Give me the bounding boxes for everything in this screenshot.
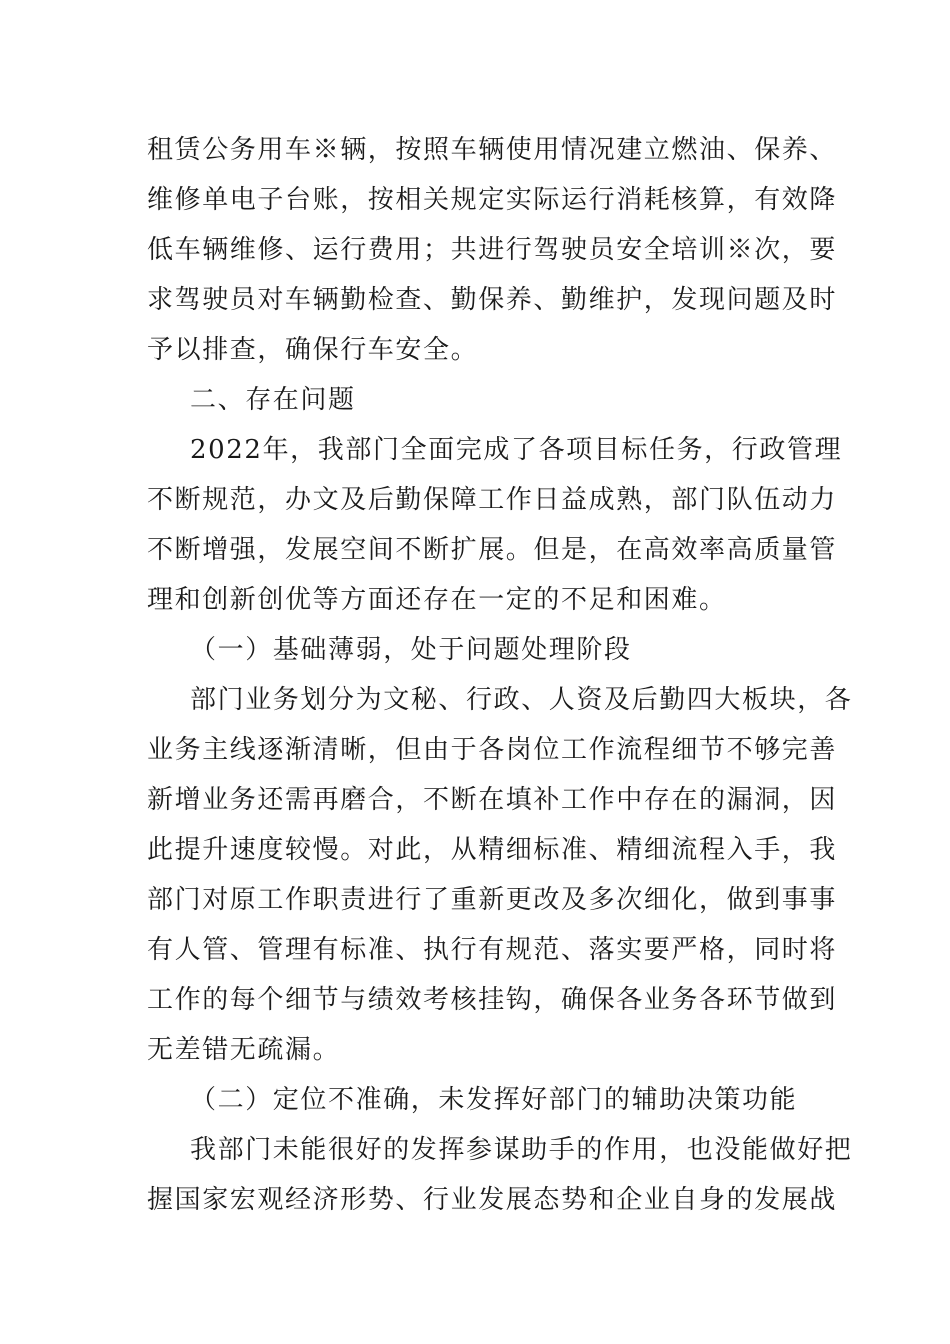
text-line: 工作的每个细节与绩效考核挂钩，确保各业务各环节做到 <box>147 985 838 1015</box>
text-line: 新增业务还需再磨合，不断在填补工作中存在的漏洞，因 <box>147 785 838 815</box>
text-line: 低车辆维修、运行费用；共进行驾驶员安全培训※次，要 <box>147 235 838 265</box>
text-line: 理和创新创优等方面还存在一定的不足和困难。 <box>147 585 727 615</box>
text-line: 不断增强，发展空间不断扩展。但是，在高效率高质量管 <box>147 535 838 565</box>
text-line: 予以排查，确保行车安全。 <box>147 335 479 365</box>
text-line: 握国家宏观经济形势、行业发展态势和企业自身的发展战 <box>147 1185 838 1215</box>
text-line: 部门对原工作职责进行了重新更改及多次细化，做到事事 <box>147 885 838 915</box>
text-line: 有人管、管理有标准、执行有规范、落实要严格，同时将 <box>147 935 838 965</box>
paragraph-first-line: 2022年，我部门全面完成了各项目标任务，行政管理 <box>190 435 843 465</box>
subsection-heading: （一）基础薄弱，处于问题处理阶段 <box>190 635 632 665</box>
subsection-heading: （二）定位不准确，未发挥好部门的辅助决策功能 <box>190 1085 798 1115</box>
text-line: 业务主线逐渐清晰，但由于各岗位工作流程细节不够完善 <box>147 735 838 765</box>
text-line: 此提升速度较慢。对此，从精细标准、精细流程入手，我 <box>147 835 838 865</box>
text-line: 求驾驶员对车辆勤检查、勤保养、勤维护，发现问题及时 <box>147 285 838 315</box>
section-heading: 二、存在问题 <box>190 385 356 415</box>
paragraph-first-line: 我部门未能很好的发挥参谋助手的作用，也没能做好把 <box>190 1135 853 1165</box>
text-line: 租赁公务用车※辆，按照车辆使用情况建立燃油、保养、 <box>147 135 838 165</box>
paragraph-first-line: 部门业务划分为文秘、行政、人资及后勤四大板块，各 <box>190 685 853 715</box>
text-line: 维修单电子台账，按相关规定实际运行消耗核算，有效降 <box>147 185 838 215</box>
text-line: 无差错无疏漏。 <box>147 1035 341 1065</box>
text-line: 不断规范，办文及后勤保障工作日益成熟，部门队伍动力 <box>147 485 838 515</box>
